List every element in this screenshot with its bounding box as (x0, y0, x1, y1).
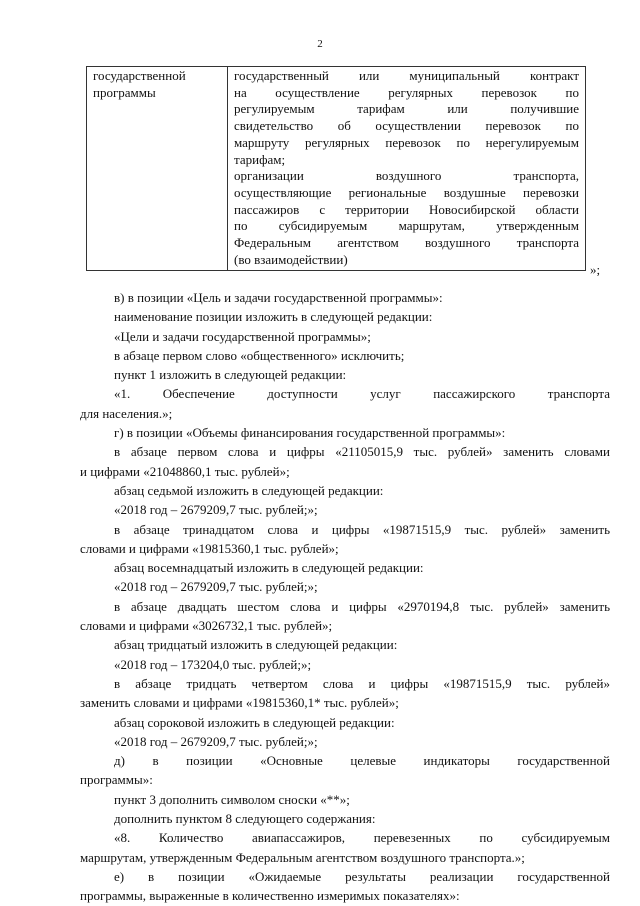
paragraph: «2018 год – 2679209,7 тыс. рублей;»; (114, 579, 318, 595)
paragraph: г) в позиции «Объемы финансирования государственной программы»: (114, 425, 506, 441)
paragraph: абзац седьмой изложить в следующей редакции: (114, 482, 384, 498)
cell-line: организации воздушного транспорта, (234, 168, 579, 184)
cell-line: по субсидируемым маршрутам, утвержденным (234, 218, 579, 234)
paragraph: в) в позиции «Цель и задачи государственной программы»: (114, 290, 443, 305)
table-cell-position (87, 67, 228, 271)
paragraph-continuation: маршрутам, утвержденным Федеральным агентством воздушного транспорта.»; (80, 849, 525, 865)
paragraph-continuation: и цифрами «21048860,1 тыс. рублей»; (80, 463, 290, 479)
paragraph: абзац восемнадцатый изложить в следующей редакции: (114, 560, 424, 576)
cell-line: тарифам; (234, 151, 286, 167)
table-closing-quote: »; (590, 262, 601, 277)
page-number: 2 (317, 38, 323, 50)
paragraph: пункт 3 дополнить символом сноски «**»; (114, 791, 350, 807)
paragraph: «1. Обеспечение доступности услуг пассажирского транспорта (114, 386, 610, 402)
table-cell-content (228, 67, 586, 271)
paragraph-continuation: заменить словами и цифрами «19815360,1* тыс. рублей»; (80, 695, 399, 711)
cell-line: Федеральным агентством воздушного транспорта (234, 235, 579, 251)
paragraph: е) в позиции «Ожидаемые результаты реализации государственной (114, 868, 610, 884)
paragraph: «2018 год – 2679209,7 тыс. рублей;»; (114, 502, 318, 518)
paragraph-continuation: программы, выраженные в количественно измеримых показателях»: (80, 888, 460, 904)
cell-line: осуществляющие региональные воздушные перевозки (234, 184, 579, 200)
table-row (87, 67, 586, 271)
cell-line: маршруту регулярных перевозок по нерегулируемым (234, 134, 579, 150)
paragraph: «2018 год – 173204,0 тыс. рублей;»; (114, 656, 312, 672)
cell-line: программы (93, 84, 156, 100)
paragraph: д) в позиции «Основные целевые индикаторы государственной (114, 753, 610, 769)
cell-line: на осуществление регулярных перевозок по (234, 84, 579, 100)
cell-line: государственный или муниципальный контракт (234, 68, 579, 83)
paragraph: в абзаце тринадцатом слова и цифры «19871515,9 тыс. рублей» заменить (114, 521, 610, 537)
paragraph: «2018 год – 2679209,7 тыс. рублей;»; (114, 733, 318, 749)
paragraph: наименование позиции изложить в следующей редакции: (114, 309, 433, 325)
cell-line: пассажиров с территории Новосибирской области (234, 201, 579, 217)
paragraph: «8. Количество авиапассажиров, перевезенных по субсидируемым (114, 830, 610, 846)
cell-line: свидетельство об осуществлении перевозок по (234, 118, 579, 134)
paragraph-continuation: словами и цифрами «3026732,1 тыс. рублей»; (80, 618, 333, 634)
program-table (86, 66, 586, 271)
paragraph-continuation: программы»: (80, 772, 153, 788)
paragraph: абзац сороковой изложить в следующей редакции: (114, 714, 395, 730)
paragraph: дополнить пунктом 8 следующего содержания: (114, 811, 376, 827)
paragraph: пункт 1 изложить в следующей редакции: (114, 367, 347, 383)
paragraph-continuation: для населения.»; (80, 405, 173, 421)
paragraph: в абзаце тридцать четвертом слова и цифры «19871515,9 тыс. рублей» (114, 675, 610, 691)
paragraph-continuation: словами и цифрами «19815360,1 тыс. рублей»; (80, 540, 339, 556)
cell-line: государственной (93, 68, 186, 83)
paragraph: в абзаце двадцать шестом слова и цифры «2970194,8 тыс. рублей» заменить (114, 598, 610, 614)
cell-line: регулируемым тарифам или получившие (234, 101, 579, 117)
document-body (80, 288, 610, 906)
cell-line: (во взаимодействии) (234, 251, 348, 267)
paragraph: в абзаце первом слово «общественного» исключить; (114, 347, 405, 363)
paragraph: абзац тридцатый изложить в следующей редакции: (114, 637, 398, 653)
paragraph: в абзаце первом слова и цифры «21105015,9 тыс. рублей» заменить словами (114, 444, 610, 460)
paragraph: «Цели и задачи государственной программы»; (114, 328, 371, 344)
